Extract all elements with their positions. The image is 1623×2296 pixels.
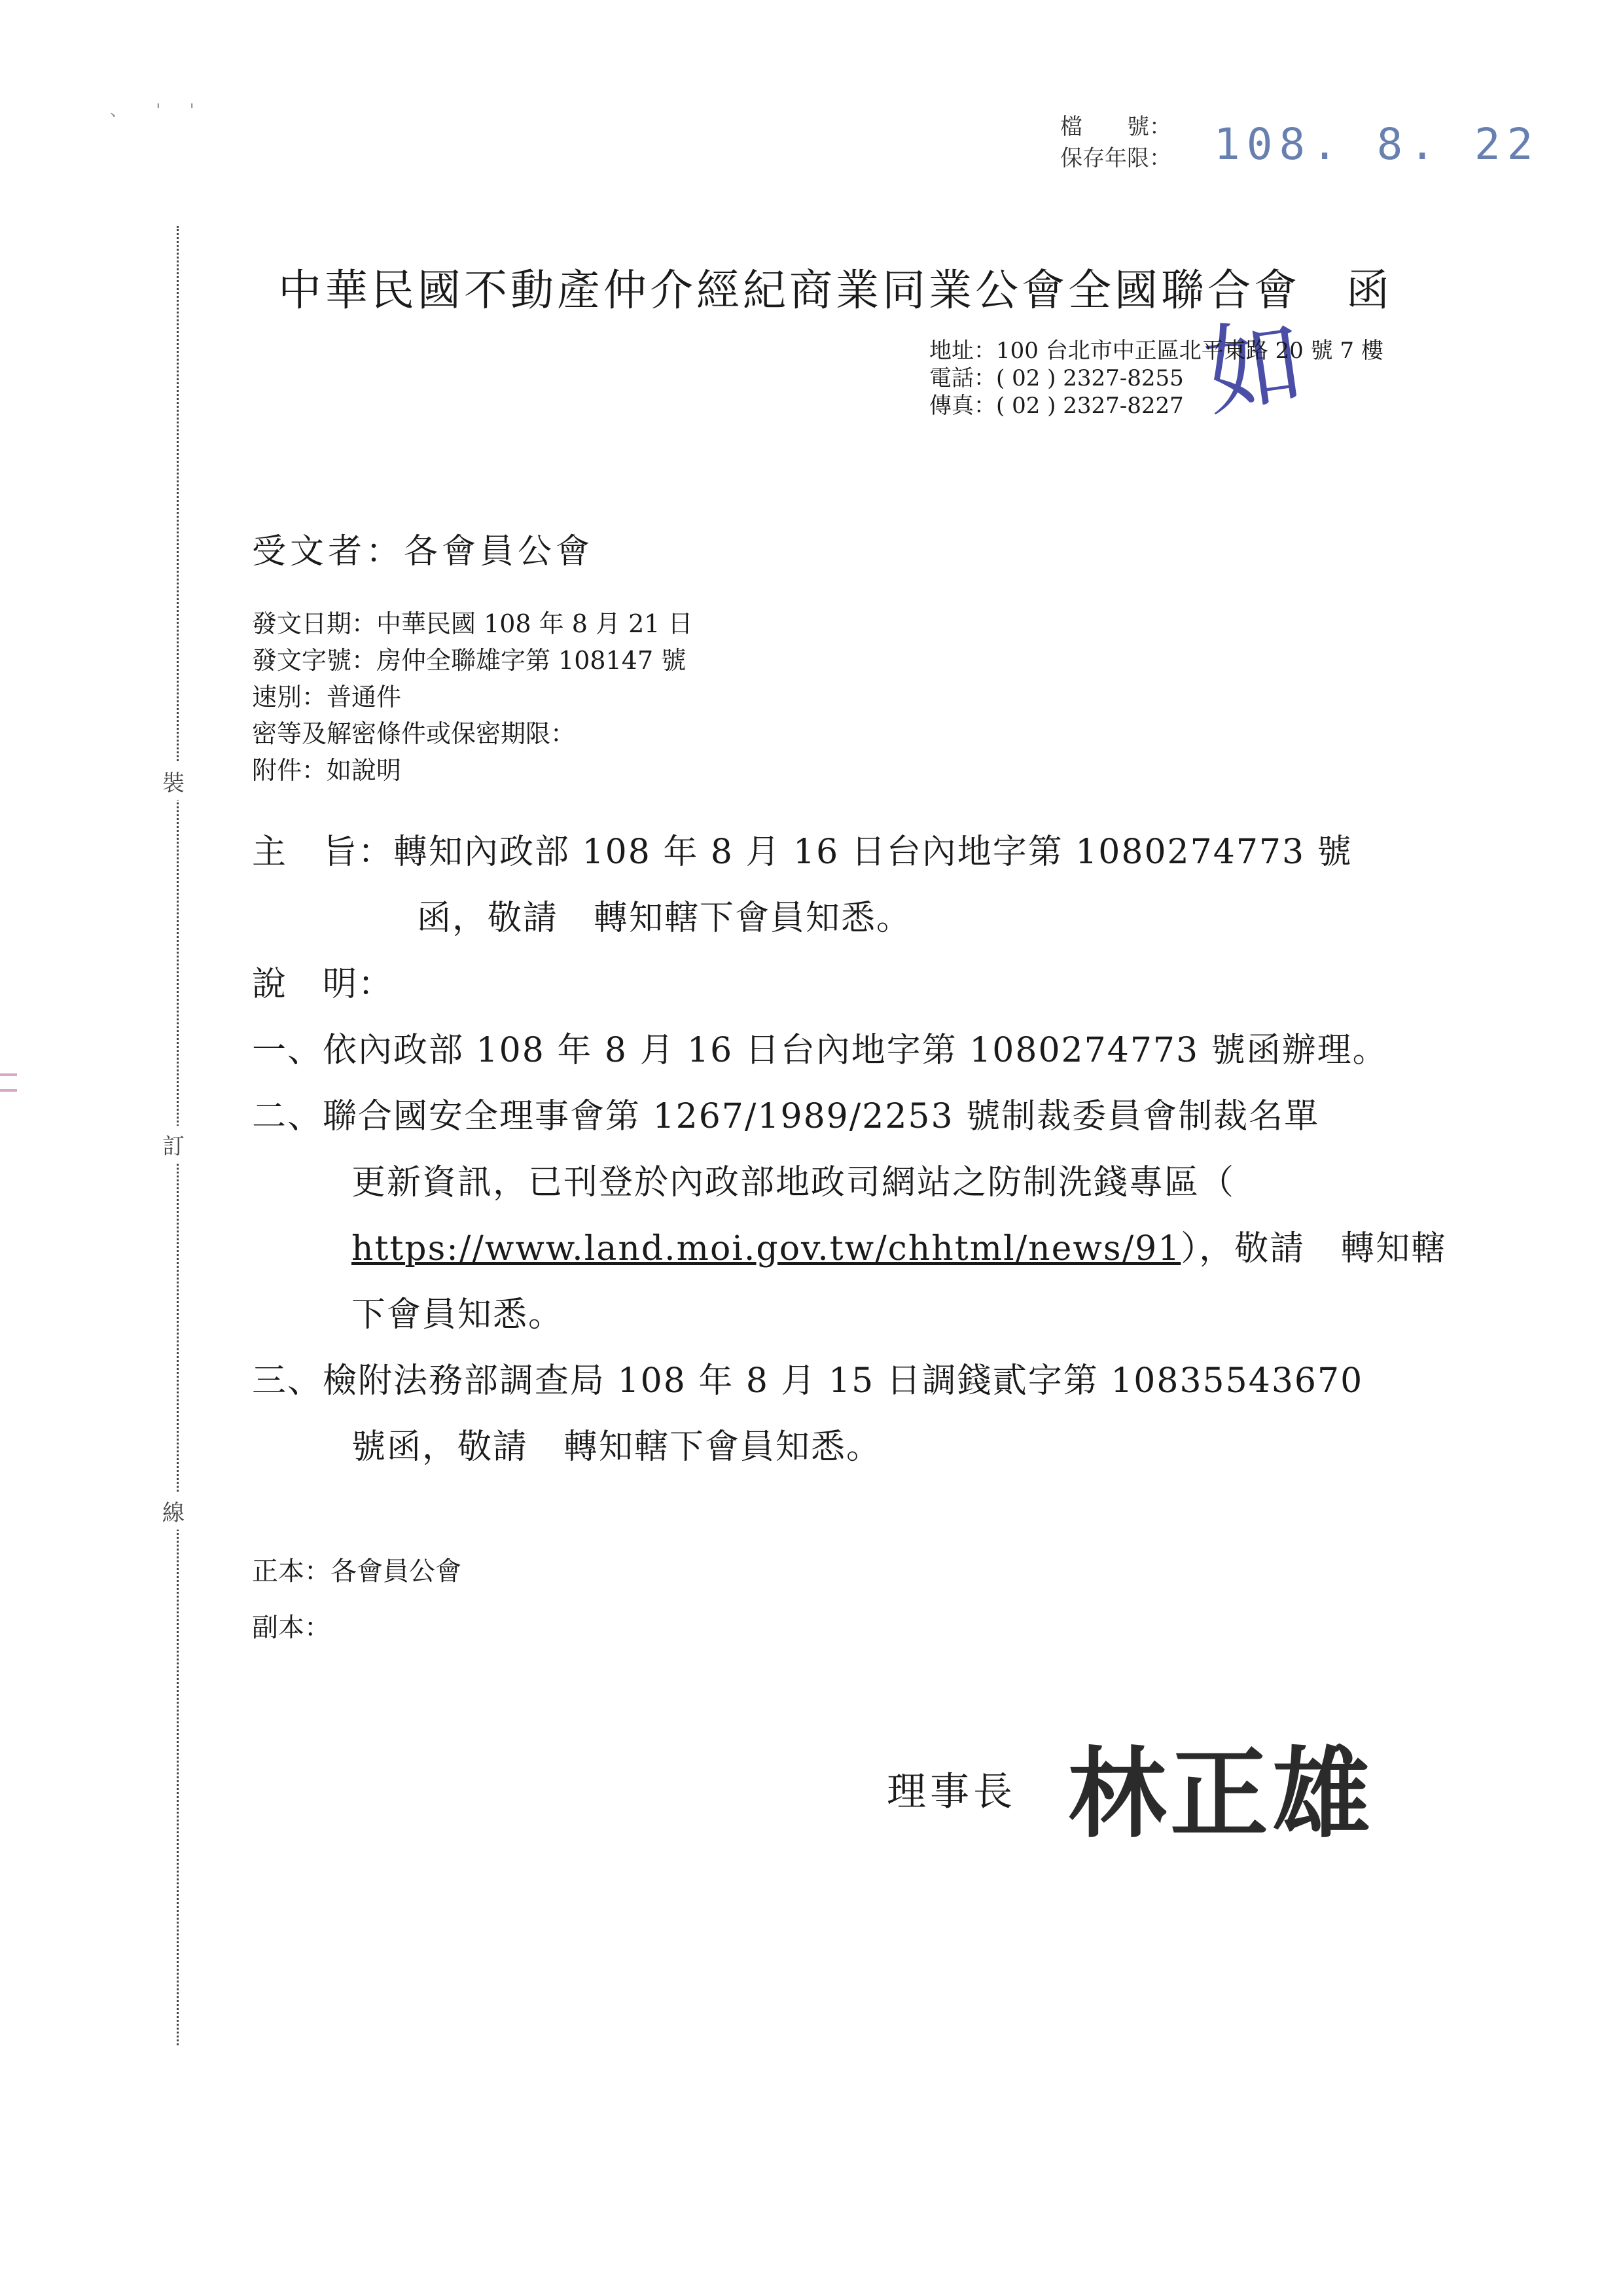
subject-line-1 [252,819,1443,886]
signature-title: 理事長 [887,1769,1016,1815]
fax: 傳真：( 02 ) 2327-8227 [929,393,1184,419]
received-date-stamp: 108. 8. 22 [1214,119,1540,170]
attachment: 附件：如說明 [252,756,402,785]
document-meta [252,605,693,789]
address: 地址：100 台北市中正區北平東路 20 號 7 樓 [929,338,1383,364]
item-3-text-1: 檢附法務部調查局 108 年 8 月 15 日調錢貳字第 10835543670 [323,1361,1364,1401]
retention-label: 保存年限： [1060,145,1171,171]
edge-mark [0,1073,17,1092]
binding-char-xian: 線 [162,1492,185,1530]
item-2-line-2: 更新資訊，已刊登於內政部地政司網站之防制洗錢專區（ [351,1163,1236,1202]
contact-block [929,337,1383,420]
binding-char-zhuang: 裝 [162,762,185,800]
item-3-line-2: 號函，敬請 轉知轄下會員知悉。 [351,1427,882,1467]
item-1-text: 依內政部 108 年 8 月 16 日台內地字第 1080274773 號函辦理。 [323,1031,1388,1070]
organization-name: 中華民國不動產仲介經紀商業同業公會全國聯合會 [278,265,1300,315]
phone: 電話：( 02 ) 2327-8255 [929,365,1184,391]
issue-number: 發文字號：房仲全聯雄字第 108147 號 [252,646,687,675]
item-3-number: 三、 [252,1361,323,1401]
item-2-text-3: ），敬請 轉知轄 [1181,1229,1447,1268]
confidentiality: 密等及解密條件或保密期限： [252,719,576,748]
speed: 速別：普通件 [252,683,402,711]
binding-char-ding: 訂 [162,1126,185,1163]
moi-url-link[interactable]: https://www.land.moi.gov.tw/chhtml/news/91 [351,1229,1181,1268]
handwritten-mark: 如 [1198,304,1311,431]
subject-line-2: 函，敬請 轉知轄下會員知悉。 [417,899,912,938]
subject-label: 主 旨： [252,833,394,872]
issue-date: 發文日期：中華民國 108 年 8 月 21 日 [252,609,693,638]
item-2-line-4: 下會員知悉。 [351,1295,564,1335]
recipient: 受文者：各會員公會 [252,532,594,571]
original-copy: 正本：各會員公會 [252,1556,461,1587]
archive-info [1060,111,1171,174]
explanation-label: 說 明： [252,965,394,1004]
item-2-line-3 [252,1216,1447,1282]
item-3-line-1 [252,1348,1443,1414]
item-1-number: 一、 [252,1031,323,1070]
item-1 [252,1018,1443,1084]
item-2-line-1 [252,1084,1443,1150]
item-2-number: 二、 [252,1097,323,1136]
signature-name: 林正雄 [1068,1738,1375,1852]
document-body [252,819,1447,1480]
subject-text-1: 轉知內政部 108 年 8 月 16 日台內地字第 1080274773 號 [393,833,1353,872]
document-type: 函 [1346,265,1393,315]
item-2-text-1: 聯合國安全理事會第 1267/1989/2253 號制裁委員會制裁名單 [323,1097,1320,1136]
scan-marks: 、 ' ' [110,101,206,120]
file-no-label: 檔 號： [1060,114,1171,140]
copies-block [252,1543,461,1656]
duplicate-copy: 副本： [252,1613,330,1643]
